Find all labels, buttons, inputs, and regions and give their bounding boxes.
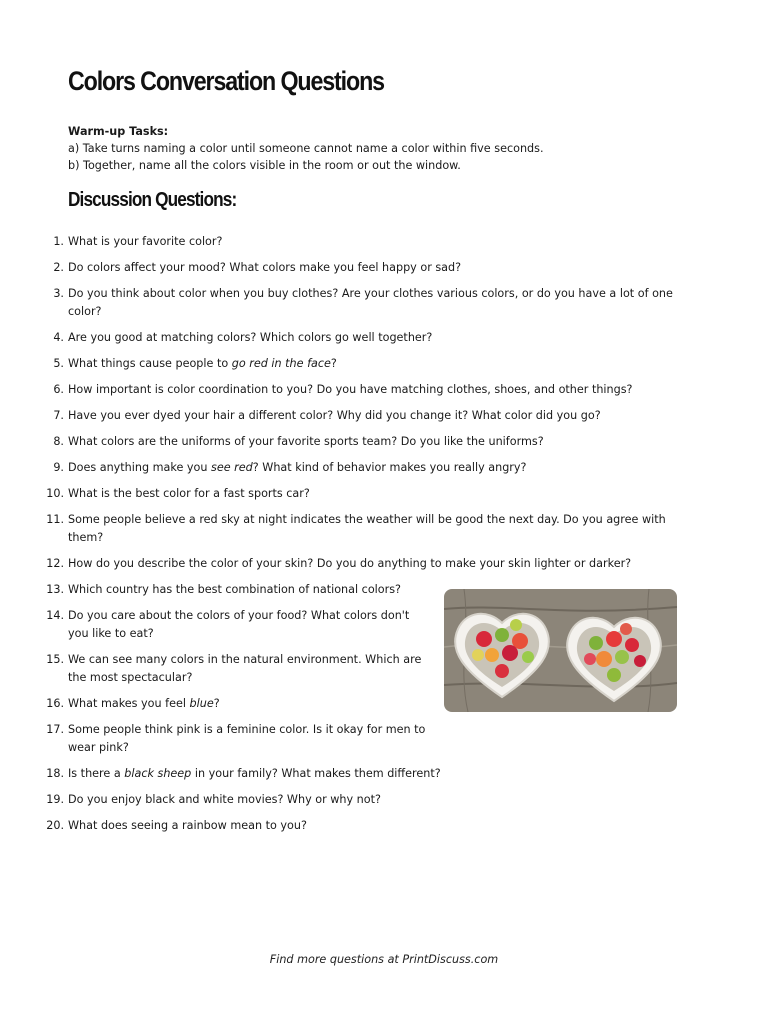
fruit-salad-image: [444, 589, 677, 712]
idiom-text: blue: [189, 697, 214, 710]
question-text: [68, 609, 409, 640]
question-item: [0, 329, 700, 347]
question-item: [0, 485, 700, 503]
question-text-part: Are you good at matching colors? Which colors go well together?: [68, 331, 433, 344]
question-text-part: in your family? What makes them different?: [191, 767, 441, 780]
question-text: [68, 383, 632, 396]
page-title: Colors Conversation Questions: [68, 66, 384, 96]
question-text: [68, 409, 601, 422]
question-text-part: What things cause people to: [68, 357, 232, 370]
question-number: 11.: [46, 513, 64, 526]
question-item: [0, 285, 700, 321]
question-item: [0, 407, 700, 425]
question-number: 3.: [53, 287, 64, 300]
question-text-part: Does anything make you: [68, 461, 212, 474]
question-text-part: Have you ever dyed your hair a different color? Why did you change it? What color did you go?: [68, 409, 601, 422]
question-text-part: Some people think pink is a feminine color. Is it okay for men to wear pink?: [68, 723, 426, 754]
question-text-part: How do you describe the color of your skin? Do you do anything to make your skin lighter or darker?: [68, 557, 632, 570]
question-number: 16.: [46, 697, 64, 710]
question-text-part: Is there a: [68, 767, 125, 780]
question-text-part: Do you think about color when you buy clothes? Are your clothes various colors, or do you have a lot of one color?: [68, 287, 673, 318]
question-item: [0, 233, 700, 251]
idiom-text: black sheep: [124, 767, 192, 780]
question-text-part: What does seeing a rainbow mean to you?: [68, 819, 307, 832]
question-item: [0, 791, 700, 809]
question-text: [68, 261, 461, 274]
question-number: 15.: [46, 653, 64, 666]
question-text: [68, 793, 381, 806]
question-text: [68, 513, 666, 544]
question-number: 8.: [53, 435, 64, 448]
question-item: [0, 511, 700, 547]
question-number: 4.: [53, 331, 64, 344]
question-number: 9.: [53, 461, 64, 474]
question-number: 5.: [53, 357, 64, 370]
question-item: [0, 355, 700, 373]
question-text: [68, 767, 441, 780]
question-number: 20.: [46, 819, 64, 832]
question-number: 13.: [46, 583, 64, 596]
question-text: [68, 357, 337, 370]
idiom-text: go red in the face: [231, 357, 331, 370]
discussion-heading: Discussion Questions:: [68, 189, 237, 211]
question-text: [68, 819, 307, 832]
question-text-part: Do you enjoy black and white movies? Why or why not?: [68, 793, 381, 806]
question-item: [0, 765, 700, 783]
warmup-item: b) Together, name all the colors visible in the room or out the window.: [68, 159, 461, 172]
question-text-part: What makes you feel: [68, 697, 190, 710]
question-text-part: We can see many colors in the natural environment. Which are the most spectacular?: [68, 653, 422, 684]
question-text: [68, 583, 401, 596]
question-text: [68, 697, 220, 710]
warmup-item: a) Take turns naming a color until someone cannot name a color within five seconds.: [68, 142, 544, 155]
question-number: 12.: [46, 557, 64, 570]
question-text-part: ?: [330, 357, 337, 370]
question-text: [68, 557, 631, 570]
question-number: 17.: [46, 723, 64, 736]
question-number: 2.: [53, 261, 64, 274]
question-item: [0, 555, 700, 573]
question-text: [68, 723, 425, 754]
question-text-part: What colors are the uniforms of your favorite sports team? Do you like the uniforms?: [68, 435, 544, 448]
question-number: 14.: [46, 609, 64, 622]
question-text: [68, 435, 544, 448]
question-text: [68, 487, 310, 500]
question-text-part: ? What kind of behavior makes you really angry?: [252, 461, 527, 474]
question-number: 6.: [53, 383, 64, 396]
question-item: [0, 721, 700, 757]
question-text-part: Do colors affect your mood? What colors make you feel happy or sad?: [68, 261, 462, 274]
question-item: [0, 433, 700, 451]
question-text-part: How important is color coordination to you? Do you have matching clothes, shoes, and other things?: [68, 383, 633, 396]
question-text-part: Which country has the best combination of national colors?: [68, 583, 401, 596]
question-text: [68, 331, 432, 344]
question-text-part: What is your favorite color?: [68, 235, 223, 248]
question-item: [0, 381, 700, 399]
question-text-part: What is the best color for a fast sports car?: [68, 487, 310, 500]
fruit-bowls-photo: [444, 589, 677, 712]
question-text-part: ?: [213, 697, 220, 710]
question-number: 18.: [46, 767, 64, 780]
question-text-part: Do you care about the colors of your food? What colors don't you like to eat?: [68, 609, 410, 640]
question-list: [0, 233, 700, 843]
question-number: 1.: [53, 235, 64, 248]
question-text: [68, 287, 673, 318]
question-text: [68, 461, 526, 474]
warmup-section: [68, 123, 544, 174]
question-text: [68, 235, 222, 248]
question-number: 7.: [53, 409, 64, 422]
idiom-text: see red: [211, 461, 253, 474]
footer-text: Find more questions at PrintDiscuss.com: [269, 953, 499, 966]
question-item: [0, 459, 700, 477]
warmup-label: Warm-up Tasks:: [68, 125, 169, 138]
question-item: [0, 817, 700, 835]
question-text-part: Some people believe a red sky at night indicates the weather will be good the next day. Do you agree with them?: [68, 513, 666, 544]
question-number: 10.: [46, 487, 64, 500]
question-text: [68, 653, 421, 684]
question-item: [0, 259, 700, 277]
question-number: 19.: [46, 793, 64, 806]
